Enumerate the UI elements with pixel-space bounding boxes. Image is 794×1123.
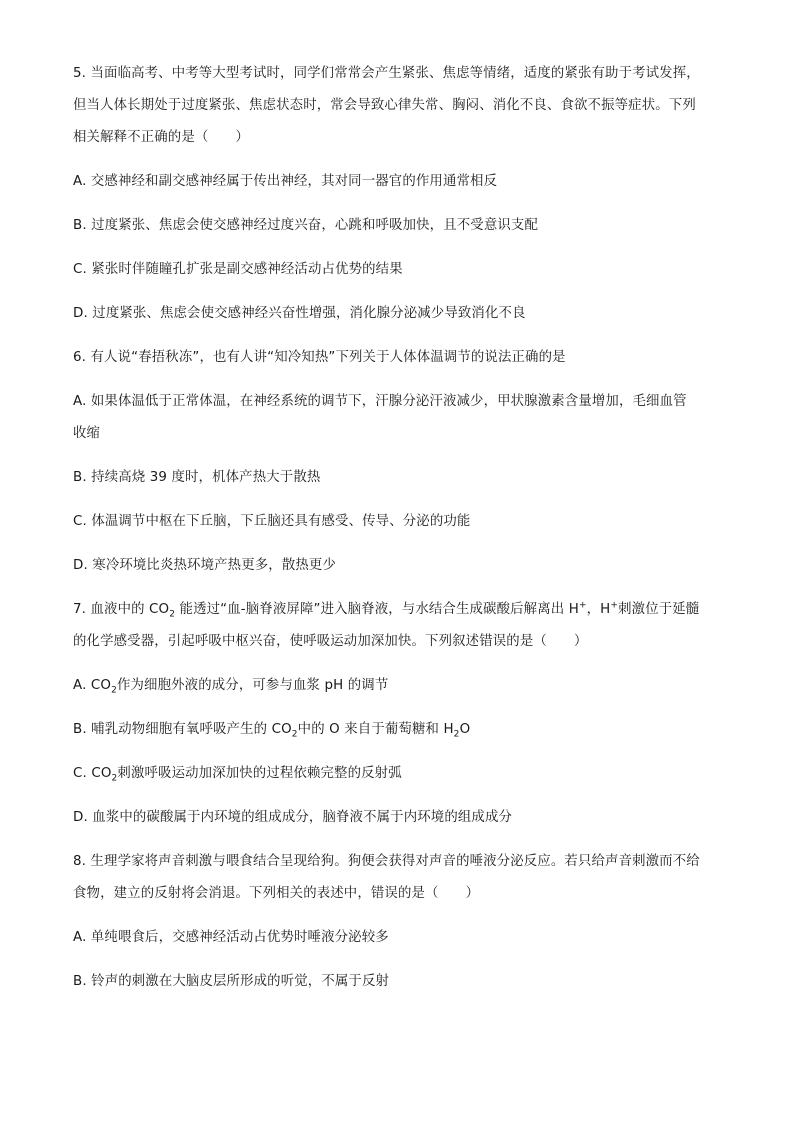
exam-page	[73, 62, 725, 994]
q7-stem-text-b: 能透过“血-脑脊液屏障”进入脑脊液，与水结合生成碳酸后解离出 H	[175, 602, 579, 617]
q8-stem-line-2: 食物，建立的反射将会消退。下列相关的表述中，错误的是（ ）	[73, 886, 480, 901]
q7-option-a-sub: 2	[111, 685, 117, 696]
q7-option-b-text-b: 中的 O 来自于葡萄糖和 H	[297, 722, 454, 737]
q6-option-d: D. 寒冷环境比炎热环境产热更多，散热更少	[73, 558, 337, 573]
q6-option-c: C. 体温调节中枢在下丘脑，下丘脑还具有感受、传导、分泌的功能	[73, 514, 471, 529]
q7-stem-text-a: 7. 血液中的 CO	[73, 602, 170, 617]
q5-stem-line-1: 5. 当面临高考、中考等大型考试时，同学们常常会产生紧张、焦虑等情绪，适度的紧张有助于考试发挥，	[73, 66, 700, 81]
q7-option-d: D. 血浆中的碳酸属于内环境的组成成分，脑脊液不属于内环境的组成成分	[73, 810, 513, 825]
q5-option-d: D. 过度紧张、焦虑会使交感神经兴奋性增强，消化腺分泌减少导致消化不良	[73, 306, 526, 321]
q8-option-a: A. 单纯喂食后，交感神经活动占优势时唾液分泌较多	[73, 930, 389, 945]
q7-stem-sup-2: +	[610, 600, 619, 611]
q6-option-a: A. 如果体温低于正常体温，在神经系统的调节下，汗腺分泌汗液减少，甲状腺激素含量增加，毛细血管	[73, 394, 687, 409]
q7-option-c	[73, 762, 725, 786]
q7-stem-line-1	[73, 598, 725, 622]
q7-option-c-text-a: C. CO	[73, 766, 112, 781]
q7-stem-sup-1: +	[578, 600, 587, 611]
q7-option-a	[73, 674, 725, 698]
q7-stem-text-d: 刺激位于延髓	[618, 602, 700, 617]
q7-option-a-text-b: 作为细胞外液的成分，可参与血浆 pH 的调节	[116, 678, 389, 693]
q5-stem-line-2: 但当人体长期处于过度紧张、焦虑状态时，常会导致心律失常、胸闷、消化不良、食欲不振等症状。下列	[73, 98, 696, 113]
q7-option-b-sub: 2	[291, 729, 298, 740]
q7-option-a-text-a: A. CO	[73, 678, 112, 693]
q5-option-b: B. 过度紧张、焦虑会使交感神经过度兴奋，心跳和呼吸加快，且不受意识支配	[73, 218, 538, 233]
q7-stem-line-2: 的化学感受器，引起呼吸中枢兴奋，使呼吸运动加深加快。下列叙述错误的是（ ）	[73, 634, 588, 649]
q7-option-b-text-c: O	[459, 722, 471, 737]
q7-option-c-text-b: 刺激呼吸运动加深加快的过程依赖完整的反射弧	[117, 766, 402, 781]
q7-option-b	[73, 718, 725, 742]
q8-stem-line-1: 8. 生理学家将声音刺激与喂食结合呈现给狗。狗便会获得对声音的唾液分泌反应。若只给声音刺激而不给	[73, 854, 700, 869]
q7-stem-sub: 2	[169, 609, 176, 620]
q6-option-a-cont: 收缩	[73, 426, 101, 441]
q7-option-c-sub: 2	[111, 773, 118, 784]
q8-option-b: B. 铃声的刺激在大脑皮层所形成的听觉，不属于反射	[73, 974, 390, 989]
q7-option-b-text-a: B. 哺乳动物细胞有氧呼吸产生的 CO	[73, 722, 292, 737]
q5-stem-line-3: 相关解释不正确的是（ ）	[73, 130, 250, 145]
q7-option-b-sub-2: 2	[453, 729, 460, 740]
q5-option-c: C. 紧张时伴随瞳孔扩张是副交感神经活动占优势的结果	[73, 262, 403, 277]
q6-stem-line-1: 6. 有人说“春捂秋冻”，也有人讲“知冷知热”下列关于人体体温调节的说法正确的是	[73, 350, 566, 365]
q5-option-a: A. 交感神经和副交感神经属于传出神经，其对同一器官的作用通常相反	[73, 174, 498, 189]
q7-stem-text-c: ，H	[586, 602, 611, 617]
q6-option-b: B. 持续高烧 39 度时，机体产热大于散热	[73, 470, 321, 485]
